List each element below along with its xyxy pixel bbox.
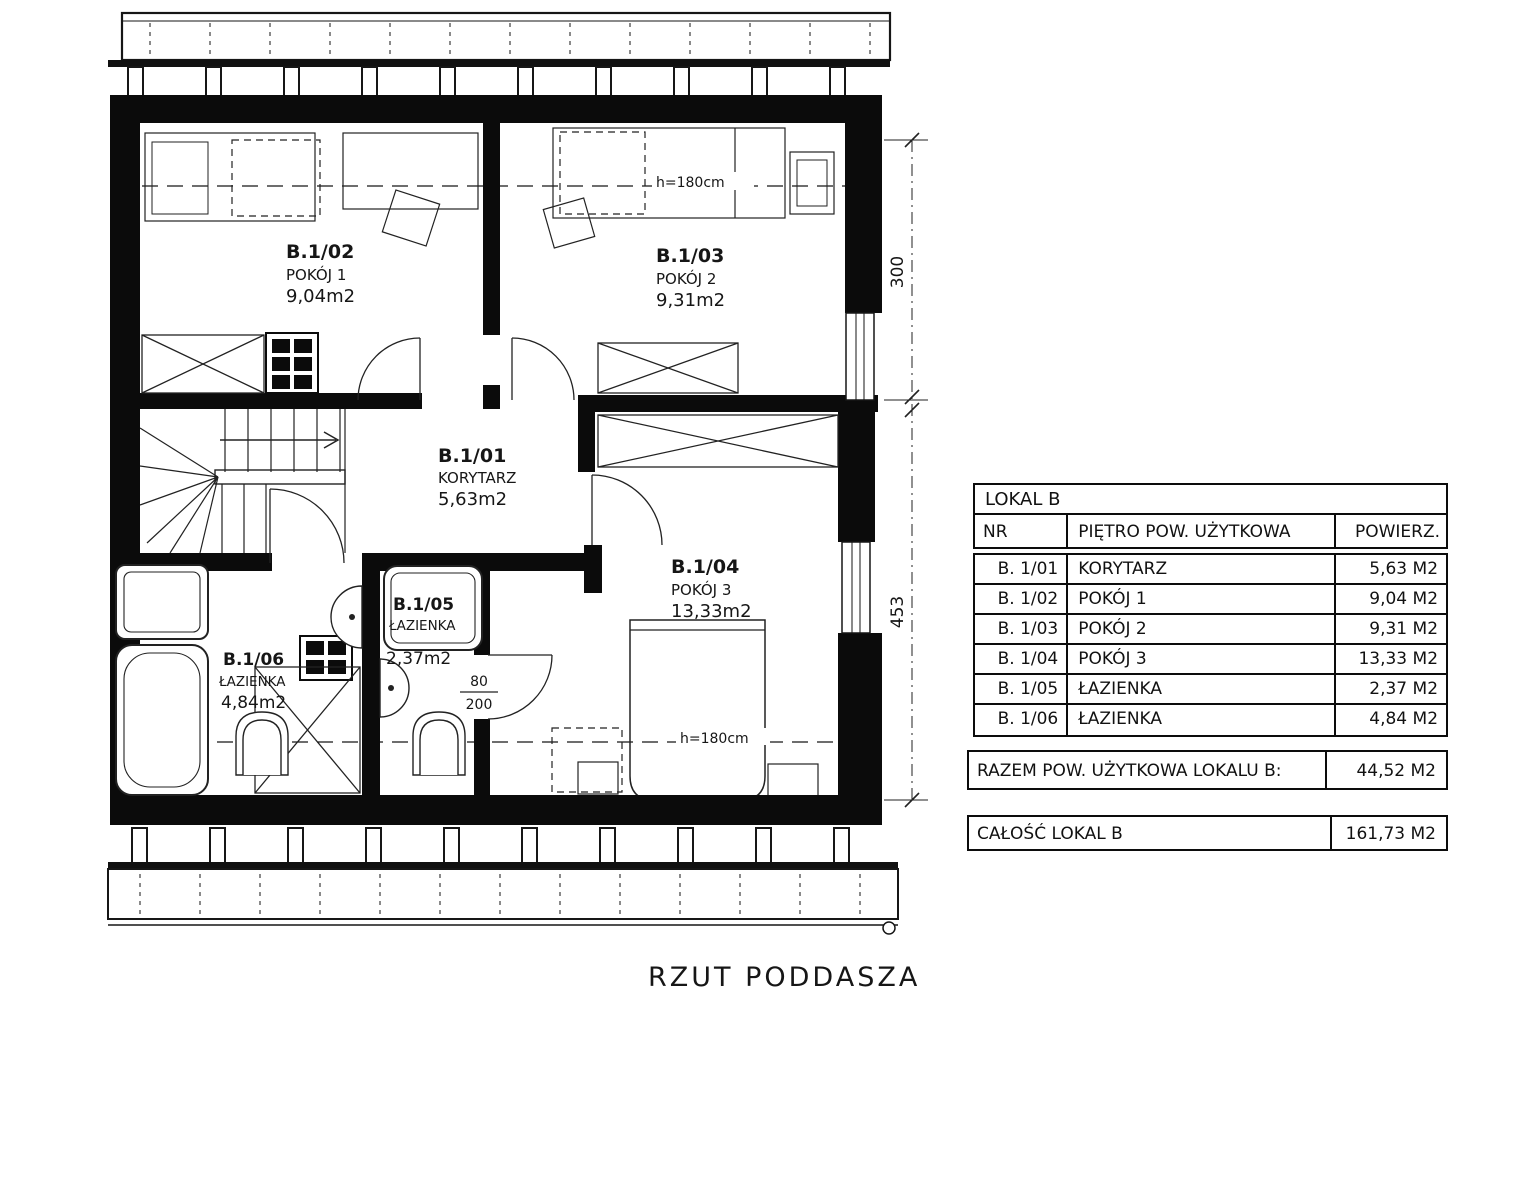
- bed-room1: [145, 133, 320, 221]
- table-row: [975, 585, 1446, 615]
- bath5-code: B.1/05: [393, 595, 455, 615]
- window-room3: [842, 542, 870, 633]
- wall-between-rooms12: [483, 123, 500, 335]
- height-annotation-bottom: h=180cm: [680, 731, 749, 747]
- row-nr: B. 1/04: [975, 645, 1068, 675]
- corridor-name: KORYTARZ: [438, 469, 517, 487]
- drawing-caption: RZUT PODDASZA: [648, 962, 921, 993]
- table-title: LOKAL B: [973, 483, 1448, 515]
- table-row: [975, 675, 1446, 705]
- row-name: POKÓJ 3: [1068, 645, 1336, 675]
- door-height-label: 200: [465, 697, 493, 713]
- table-header: [973, 513, 1448, 549]
- room-label-b106: [218, 650, 286, 713]
- room-label-b101: [438, 445, 516, 510]
- roof-corner-mark: [883, 922, 895, 934]
- bed-room3: [552, 620, 818, 800]
- summary-label: RAZEM POW. UŻYTKOWA LOKALU B:: [969, 752, 1327, 788]
- wall-right-mid: [838, 400, 875, 542]
- column-header-powierz: POWIERZ.: [1354, 522, 1440, 542]
- wall-bath5-left: [362, 553, 380, 795]
- dimension-lines: [884, 133, 928, 807]
- row-nr: B. 1/02: [975, 585, 1068, 615]
- summary-value: 44,52 M2: [1356, 761, 1436, 781]
- bath6-name: ŁAZIENKA: [219, 674, 286, 690]
- summary-row: [967, 750, 1448, 790]
- row-name: KORYTARZ: [1068, 555, 1336, 585]
- staircase: [140, 409, 345, 553]
- bath5-area: 2,37m2: [386, 649, 452, 669]
- row-nr: B. 1/03: [975, 615, 1068, 645]
- row-name: ŁAZIENKA: [1068, 705, 1336, 735]
- total-row: [967, 815, 1448, 851]
- wall-bath5-right-lower: [474, 719, 490, 795]
- table-row: [975, 645, 1446, 675]
- row-area: 4,84 M2: [1369, 709, 1439, 729]
- bath5-name: ŁAZIENKA: [389, 618, 456, 634]
- room2-area: 9,31m2: [656, 290, 726, 311]
- desk-room1: [343, 133, 478, 246]
- bath6-area: 4,84m2: [221, 693, 287, 713]
- row-area: 2,37 M2: [1336, 675, 1446, 705]
- room3-area: 13,33m2: [671, 601, 752, 622]
- row-area: 5,63 M2: [1336, 555, 1446, 585]
- bathtub: [116, 645, 208, 795]
- room1-area: 9,04m2: [286, 286, 356, 307]
- wardrobe-room2: [598, 343, 738, 393]
- door-bath5: [488, 655, 552, 719]
- wardrobe-room3: [598, 415, 838, 467]
- table-row: [975, 615, 1446, 645]
- door-bath6: [270, 489, 344, 563]
- washbasin-counter: [116, 565, 208, 639]
- room-label-b102: [286, 241, 355, 307]
- room3-code: B.1/04: [671, 556, 740, 578]
- roof-overhang-bottom: [108, 828, 898, 934]
- door-size-annotation: [460, 674, 498, 713]
- bath6-code: B.1/06: [223, 650, 285, 670]
- row-area: 9,04 M2: [1336, 585, 1446, 615]
- window-room2: [846, 313, 874, 400]
- room-label-b105: [386, 595, 456, 669]
- total-value: 161,73 M2: [1345, 824, 1436, 844]
- toilet-bath5: [413, 712, 465, 775]
- row-nr: B. 1/01: [975, 555, 1068, 585]
- roof-overhang-top: [108, 13, 890, 101]
- row-name: ŁAZIENKA: [1068, 675, 1336, 705]
- column-header-nr: NR: [975, 515, 1068, 547]
- wall-bottom: [110, 795, 882, 825]
- wall-top: [120, 95, 882, 123]
- room-label-b103: [656, 245, 725, 311]
- door-width-label: 80: [470, 674, 488, 690]
- corridor-area: 5,63m2: [438, 489, 508, 510]
- room-label-b104: [671, 556, 752, 622]
- table-body: [973, 553, 1448, 737]
- area-table: [973, 483, 1448, 737]
- chimney-1: [266, 333, 318, 393]
- room2-code: B.1/03: [656, 245, 725, 267]
- row-area: 13,33 M2: [1336, 645, 1446, 675]
- height-annotation-top: h=180cm: [656, 175, 725, 191]
- total-label: CAŁOŚĆ LOKAL B: [969, 817, 1332, 849]
- row-name: POKÓJ 2: [1068, 615, 1336, 645]
- column-header-pietro: PIĘTRO POW. UŻYTKOWA: [1068, 515, 1336, 547]
- room1-code: B.1/02: [286, 241, 355, 263]
- row-name: POKÓJ 1: [1068, 585, 1336, 615]
- wall-right-lower: [838, 633, 882, 795]
- wall-right-upper: [845, 95, 882, 313]
- room2-name: POKÓJ 2: [656, 270, 717, 288]
- dimension-453: 453: [888, 595, 908, 629]
- table-row: [975, 555, 1446, 585]
- wall-under-room2: [578, 395, 878, 412]
- room1-name: POKÓJ 1: [286, 266, 347, 284]
- door-room2: [512, 338, 574, 400]
- wardrobe-room1: [142, 335, 264, 393]
- table-row: [975, 705, 1446, 735]
- row-nr: B. 1/06: [975, 705, 1068, 735]
- row-nr: B. 1/05: [975, 675, 1068, 705]
- row-area: 9,31 M2: [1336, 615, 1446, 645]
- toilet-bath6: [236, 712, 288, 775]
- wall-under-room1: [140, 393, 422, 409]
- stairs-direction-arrow: [220, 432, 338, 448]
- corridor-code: B.1/01: [438, 445, 507, 467]
- dimension-300: 300: [888, 255, 908, 289]
- door-room3: [592, 475, 662, 545]
- door-room1: [358, 338, 420, 400]
- room3-name: POKÓJ 3: [671, 581, 732, 599]
